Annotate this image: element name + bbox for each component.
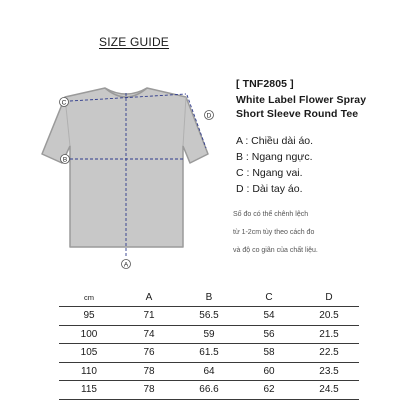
header-cm: cm: [59, 288, 119, 307]
table-cell: 20.5: [299, 307, 359, 326]
header-d: D: [299, 288, 359, 307]
legend-b: B : Ngang ngực.: [236, 151, 313, 163]
marker-c-label: C: [61, 99, 67, 107]
table-row: [59, 344, 359, 363]
legend-d: D : Dài tay áo.: [236, 183, 303, 195]
product-name-line2: Short Sleeve Round Tee: [236, 108, 359, 120]
table-cell: 56.5: [179, 307, 239, 326]
table-cell: 23.5: [299, 362, 359, 381]
table-cell: 95: [59, 307, 119, 326]
table-cell: 78: [119, 362, 179, 381]
table-row: [59, 325, 359, 344]
measurement-note-line3: và độ co giãn của chất liệu.: [233, 247, 318, 254]
table-cell: 54: [239, 307, 299, 326]
measurement-note-line2: từ 1-2cm tùy theo cách đo: [233, 229, 315, 236]
table-cell: 21.5: [299, 325, 359, 344]
table-cell: 76: [119, 344, 179, 363]
header-b: B: [179, 288, 239, 307]
table-cell: 60: [239, 362, 299, 381]
table-cell: 78: [119, 381, 179, 400]
header-a: A: [119, 288, 179, 307]
table-cell: 56: [239, 325, 299, 344]
table-cell: 74: [119, 325, 179, 344]
marker-b: [61, 155, 70, 164]
marker-c: [60, 98, 69, 107]
table-row: [59, 381, 359, 400]
header-c: C: [239, 288, 299, 307]
marker-a: [122, 260, 131, 269]
legend-c: C : Ngang vai.: [236, 167, 303, 179]
marker-d: [205, 111, 214, 120]
table-cell: 110: [59, 362, 119, 381]
table-cell: 61.5: [179, 344, 239, 363]
table-row: [59, 362, 359, 381]
table-cell: 62: [239, 381, 299, 400]
product-code: [ TNF2805 ]: [236, 78, 294, 90]
tshirt-diagram: [30, 70, 225, 270]
marker-d-label: D: [206, 112, 212, 120]
size-table: [59, 288, 359, 400]
table-cell: 100: [59, 325, 119, 344]
table-row: [59, 307, 359, 326]
table-cell: 105: [59, 344, 119, 363]
table-cell: 64: [179, 362, 239, 381]
table-cell: 24.5: [299, 381, 359, 400]
table-cell: 71: [119, 307, 179, 326]
table-cell: 66.6: [179, 381, 239, 400]
table-header-row: [59, 288, 359, 307]
legend-a: A : Chiều dài áo.: [236, 135, 314, 147]
product-name-line1: White Label Flower Spray: [236, 94, 367, 106]
marker-b-label: B: [62, 156, 68, 164]
measurement-note-line1: Số đo có thể chênh lệch: [233, 211, 309, 218]
table-cell: 115: [59, 381, 119, 400]
table-cell: 22.5: [299, 344, 359, 363]
size-guide-title: SIZE GUIDE: [99, 35, 170, 49]
table-cell: 58: [239, 344, 299, 363]
marker-a-label: A: [123, 261, 129, 269]
table-cell: 59: [179, 325, 239, 344]
